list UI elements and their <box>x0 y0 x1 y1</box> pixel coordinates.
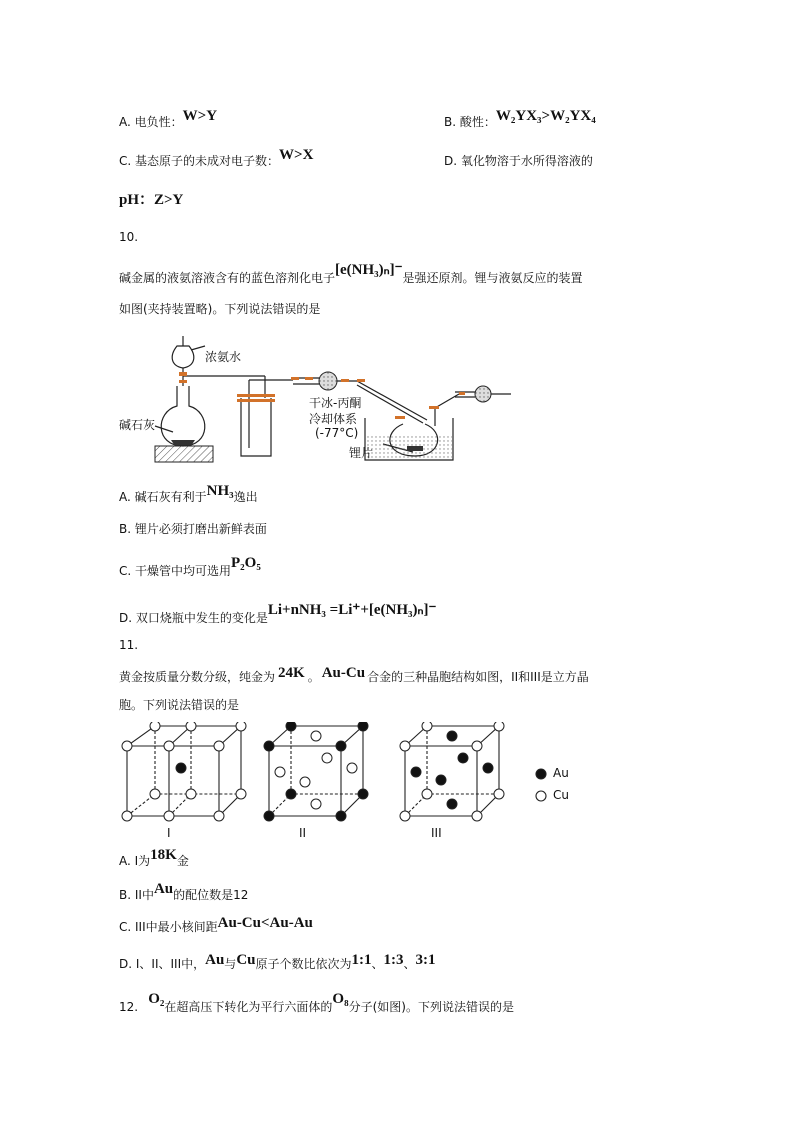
q10-option-d-formula: Li+nNH₃ =Li⁺+[e(NH₃)ₙ]⁻ <box>267 602 437 618</box>
q10-apparatus-figure <box>115 328 515 468</box>
q11-option-a-label: A. I为 <box>119 854 151 868</box>
q10-option-a-tail: 逸出 <box>233 490 258 504</box>
q11-stem-part1: 黄金按质量分数分级，纯金为 <box>119 670 276 684</box>
q10-option-a-label: A. 碱石灰有利于 <box>119 490 207 504</box>
cell-1-label: I <box>167 826 171 840</box>
q11-option-d-f1: Au <box>205 952 225 968</box>
q10-option-c <box>119 555 261 580</box>
q11-stem-formula2: Au-Cu <box>321 665 366 681</box>
q12-number: 12. <box>119 1000 139 1014</box>
q10-stem-part1: 碱金属的液氨溶液含有的蓝色溶剂化电子 <box>119 271 336 285</box>
q9-option-b-formula: W₂YX₃>W₂YX₄ <box>495 108 596 124</box>
q9-option-b <box>444 108 596 131</box>
q9-option-c-formula: W>X <box>279 147 314 163</box>
label-cooling-2: 冷却体系 <box>309 412 358 426</box>
q12-text1: 在超高压下转化为平行六面体的 <box>164 1000 333 1014</box>
q11-option-b-tail: 的配位数是12 <box>173 888 249 902</box>
q11-stem-part3: 合金的三种晶胞结构如图，II和III是立方晶 <box>367 670 589 684</box>
q10-option-c-label: C. 干燥管中均可选用 <box>119 564 232 578</box>
q11-option-d-f3: 1:1 <box>351 952 372 968</box>
q11-option-b-formula: Au <box>153 881 174 897</box>
q12-text2: 分子(如图)。下列说法错误的是 <box>348 1000 514 1014</box>
q11-option-b <box>119 881 249 904</box>
q10-option-d-label: D. 双口烧瓶中发生的变化是 <box>119 611 268 625</box>
q11-option-c-label: C. III中最小核间距 <box>119 920 218 934</box>
q11-option-d-f5: 3:1 <box>415 952 436 968</box>
cell-2-label: II <box>299 826 307 840</box>
q11-option-d-f4: 1:3 <box>383 952 404 968</box>
q11-crystal-figure <box>115 722 585 844</box>
q10-stem-formula: [e(NH₃)ₙ]⁻ <box>335 262 403 278</box>
q11-option-d-mid: 与 <box>224 957 237 971</box>
q9-option-c-label: C. 基态原子的未成对电子数： <box>119 154 280 168</box>
q11-option-c <box>119 915 313 936</box>
legend-au-label: Au <box>553 766 569 780</box>
q10-option-a <box>119 483 258 506</box>
q11-option-c-formula: Au-Cu<Au-Au <box>217 915 313 931</box>
label-lithium: 锂片 <box>349 446 374 460</box>
label-ammonia: 浓氨水 <box>205 350 242 364</box>
q11-number: 11. <box>119 638 139 652</box>
q10-number: 10. <box>119 230 139 244</box>
cell-3-label: III <box>431 826 442 840</box>
q9-option-c <box>119 147 314 170</box>
legend-cu-label: Cu <box>553 788 569 802</box>
q11-stem-line1 <box>119 665 589 686</box>
q11-option-a-formula: 18K <box>150 847 177 863</box>
q10-stem-line1 <box>119 262 583 287</box>
q10-option-a-formula: NH₃ <box>206 483 234 499</box>
q11-option-d-mid2: 原子个数比依次为 <box>255 957 352 971</box>
q10-option-d <box>119 602 437 627</box>
q9-option-d <box>444 152 593 169</box>
q10-option-b: B. 锂片必须打磨出新鲜表面 <box>119 522 267 536</box>
q9-option-d-formula: pH：Z>Y <box>119 192 184 208</box>
q11-option-d-f2: Cu <box>236 952 256 968</box>
q11-option-b-label: B. II中 <box>119 888 154 902</box>
q9-option-a <box>119 108 218 131</box>
q11-option-a-tail: 金 <box>176 854 189 868</box>
q9-option-a-label: A. 电负性： <box>119 115 183 129</box>
q11-stem-part2: 。 <box>307 670 320 684</box>
q9-option-d-label: D. 氧化物溶于水所得溶液的 <box>444 154 593 168</box>
q9-option-a-formula: W>Y <box>182 108 218 124</box>
q10-stem-line2: 如图(夹持装置略)。下列说法错误的是 <box>119 302 321 316</box>
q10-option-c-formula: P₂O₅ <box>231 555 261 571</box>
q10-stem-part2: 是强还原剂。锂与液氨反应的装置 <box>402 271 583 285</box>
q11-stem-line2: 胞。下列说法错误的是 <box>119 698 240 712</box>
q11-option-d-label: D. I、II、III中， <box>119 957 206 971</box>
label-cooling-3: (-77°C) <box>315 426 359 440</box>
label-soda-lime: 碱石灰 <box>119 418 156 432</box>
q12-stem <box>119 991 514 1016</box>
label-cooling-1: 干冰-丙酮 <box>309 396 362 410</box>
q11-option-d-sep2: 、 <box>403 957 416 971</box>
q11-option-d <box>119 952 436 973</box>
q11-option-a <box>119 847 189 870</box>
q11-stem-formula1: 24K <box>278 665 305 681</box>
q9-option-b-label: B. 酸性： <box>444 115 496 129</box>
q12-formula2: O₈ <box>332 991 349 1007</box>
q12-formula1: O₂ <box>148 991 165 1007</box>
q11-option-d-sep1: 、 <box>371 957 384 971</box>
